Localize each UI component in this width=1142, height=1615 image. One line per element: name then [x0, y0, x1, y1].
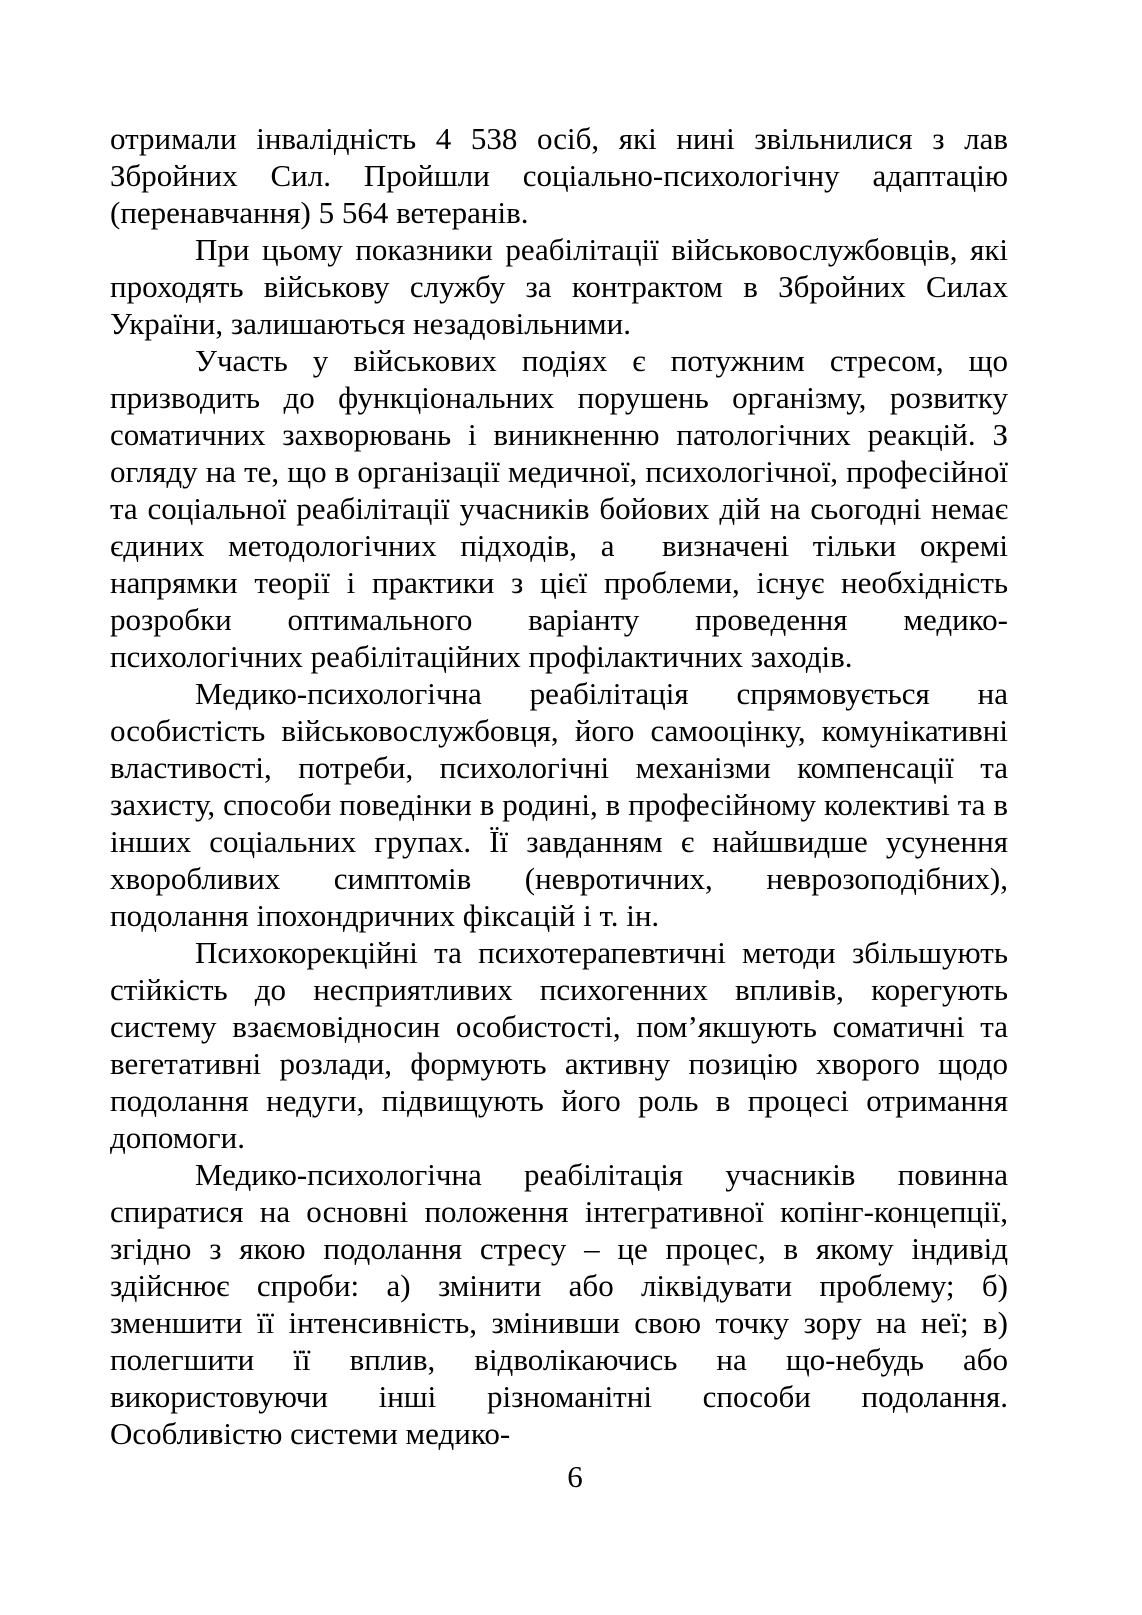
paragraph: Медико-психологічна реабілітація спрямовується на особистість військовослужбовця, його самооцінку, комунікативні властивості, потреби, психологічні механізми компенсації та захисту, способи поведінки в родині, в професійному колективі та в інших соціальних групах. Її завданням є найшвидше усунення хворобливих симптомів (невротичних, неврозоподібних), подолання іпохондричних фіксацій і т. ін.: [110, 676, 1008, 933]
text-block: [110, 120, 1008, 1452]
paragraph: отримали інвалідність 4 538 осіб, які нині звільнилися з лав Збройних Сил. Пройшли соціально-психологічну адаптацію (перенавчання) 5 564 ветеранів.: [110, 121, 1008, 230]
paragraph: Участь у військових подіях є потужним стресом, що призводить до функціональних порушень організму, розвитку соматичних захворювань і виникненню патологічних реакцій. З огляду на те, що в організації медичної, психологічної, професійної та соціальної реабілітації учасників бойових дій на сьогодні немає єдиних методологічних підходів, а визначені тільки окремі напрямки теорії і практики з цієї проблеми, існує необхідність розробки оптимального варіанту проведення медико-психологічних реабілітаційних профілактичних заходів.: [110, 343, 1008, 674]
paragraph: Медико-психологічна реабілітація учасників повинна спиратися на основні положення інтегративної копінг-концепції, згідно з якою подолання стресу – це процес, в якому індивід здійснює спроби: а) змінити або ліквідувати проблему; б) зменшити її інтенсивність, змінивши свою точку зору на неї; в) полегшити її вплив, відволікаючись на що-небудь або використовуючи інші різноманітні способи подолання. Особливістю системи медико-: [110, 1157, 1008, 1451]
paragraph: При цьому показники реабілітації військовослужбовців, які проходять військову службу за контрактом в Збройних Силах України, залишаються незадовільними.: [110, 232, 1008, 341]
page-number: 6: [567, 1459, 583, 1494]
paragraph: Психокорекційні та психотерапевтичні методи збільшують стійкість до несприятливих психогенних впливів, корегують систему взаємовідносин особистості, пом’якшують соматичні та вегетативні розлади, формують активну позицію хворого щодо подолання недуги, підвищують його роль в процесі отримання допомоги.: [110, 935, 1008, 1155]
